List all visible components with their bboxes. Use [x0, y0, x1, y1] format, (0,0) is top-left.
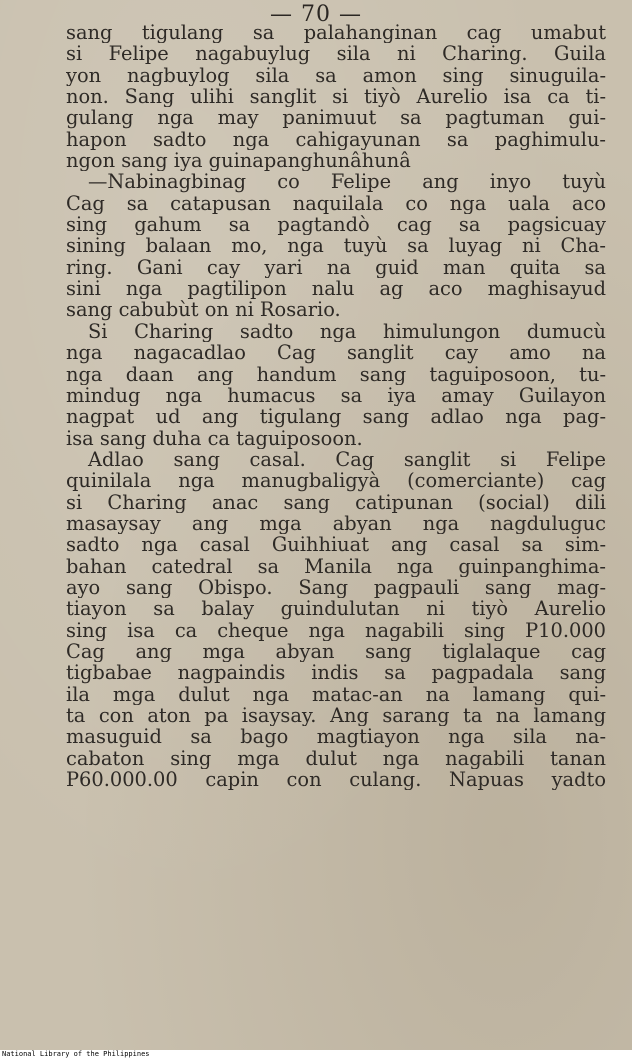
- text-line: Cag ang mga abyan sang tiglalaque cag: [66, 640, 606, 663]
- text-line: nga daan ang handum sang taguiposoon, tu-: [66, 363, 606, 385]
- text-line: non. Sang ulihi sanglit si tiyò Aurelio isa ca ti-: [66, 86, 606, 108]
- text-line: ila mga dulut nga matac-an na lamang qui-: [66, 683, 606, 705]
- footer-bar: [0, 1050, 632, 1058]
- text-line: sing isa ca cheque nga nagabili sing P10.000: [66, 619, 606, 641]
- library-credit: National Library of the Philippines: [2, 1050, 150, 1058]
- text-line: mindug nga humacus sa iya amay Guilayon: [66, 384, 606, 407]
- text-line: ta con aton pa isaysay. Ang sarang ta na lamang: [66, 705, 606, 727]
- text-line: sang cabubùt on ni Rosario.: [66, 299, 341, 321]
- text-line: sini nga pagtilipon nalu ag aco maghisayud: [66, 278, 606, 300]
- text-line: P60.000.00 capin con culang. Napuas yadto: [66, 769, 606, 791]
- text-line: gulang nga may panimuut sa pagtuman gui-: [66, 107, 606, 129]
- text-line: si Charing anac sang catipunan (social) dili: [66, 491, 606, 513]
- page-number: — 70 —: [270, 2, 362, 27]
- text-line: hapon sadto nga cahigayunan sa paghimulu-: [66, 128, 606, 151]
- text-line: —Nabinagbinag co Felipe ang inyo tuyù: [88, 171, 606, 193]
- text-line: ayo sang Obispo. Sang pagpauli sang mag-: [66, 576, 606, 599]
- text-line: masaysay ang mga abyan nga nagduluguc: [66, 512, 606, 535]
- text-line: ring. Gani cay yari na guid man quita sa: [66, 256, 606, 279]
- text-line: Si Charing sadto nga himulungon dumucù: [88, 320, 606, 343]
- text-line: isa sang duha ca taguiposoon.: [66, 427, 363, 449]
- text-line: sadto nga casal Guihhiuat ang casal sa sim-: [66, 534, 606, 556]
- text-line: sing gahum sa pagtandò cag sa pagsicuay: [66, 214, 606, 236]
- text-line: nga nagacadlao Cag sanglit cay amo na: [66, 342, 606, 364]
- text-line: yon nagbuylog sila sa amon sing sinuguila-: [66, 64, 606, 87]
- text-line: sang tigulang sa palahanginan cag umabut: [66, 22, 606, 44]
- text-line: sining balaan mo, nga tuyù sa luyag ni Cha-: [66, 235, 606, 257]
- text-line: quinilala nga manugbaligyà (comerciante) cag: [66, 470, 606, 492]
- text-line: Cag sa catapusan naquilala co nga uala aco: [66, 192, 606, 215]
- text-line: Adlao sang casal. Cag sanglit si Felipe: [88, 448, 606, 471]
- text-line: nagpat ud ang tigulang sang adlao nga pag-: [66, 406, 606, 428]
- text-line: masuguid sa bago magtiayon nga sila na-: [66, 726, 606, 748]
- body-text: [66, 22, 606, 790]
- text-line: si Felipe nagabuylug sila ni Charing. Guila: [66, 43, 606, 65]
- text-line: cabaton sing mga dulut nga nagabili tanan: [66, 747, 606, 770]
- text-line: bahan catedral sa Manila nga guinpanghima-: [66, 555, 606, 577]
- text-line: ngon sang iya guinapanghunâhunâ: [66, 150, 411, 172]
- text-line: tigbabae nagpaindis indis sa pagpadala sang: [66, 662, 606, 684]
- text-line: tiayon sa balay guindulutan ni tiyò Aurelio: [66, 598, 606, 620]
